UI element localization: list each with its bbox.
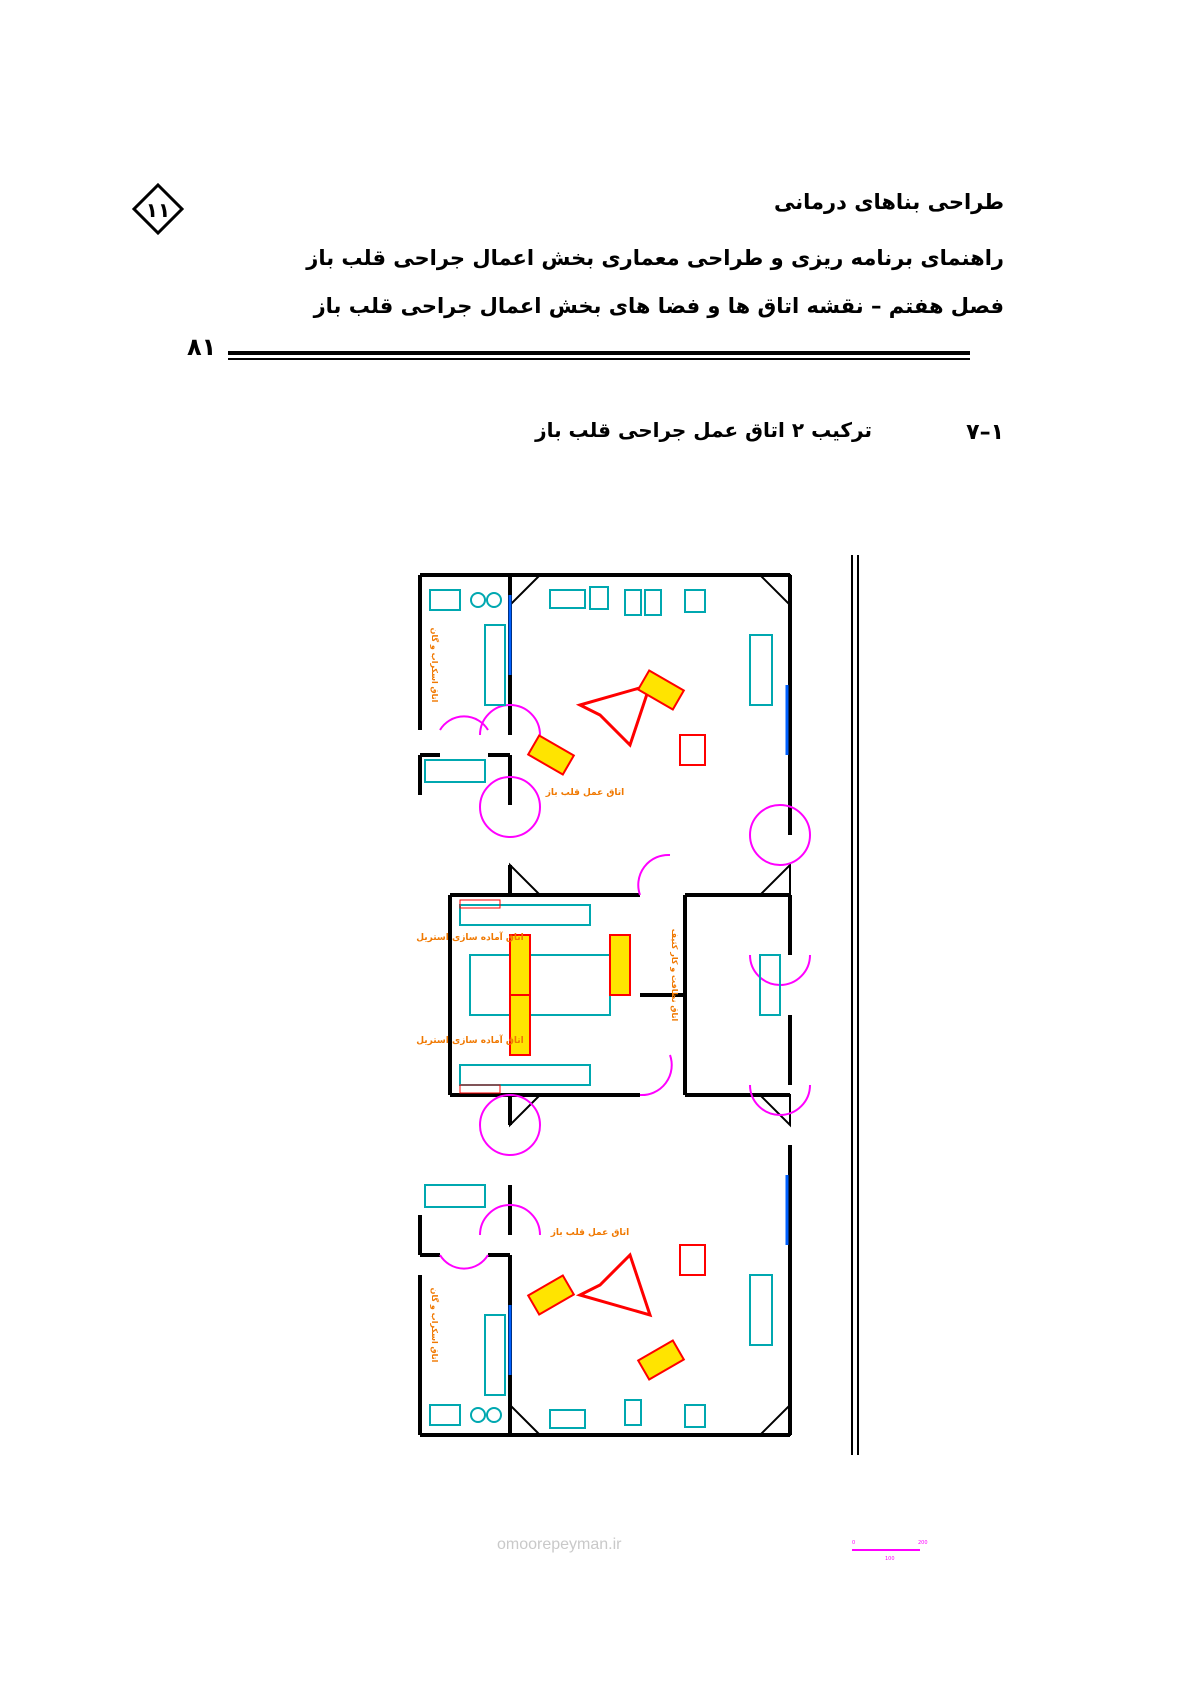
windows <box>510 595 787 1375</box>
section-number: ۱–۷ <box>966 420 1004 445</box>
scale-bar <box>850 1538 930 1562</box>
or-bottom-label: اتاق عمل قلب باز <box>550 1228 630 1238</box>
watermark-text: omoorepeyman.ir <box>497 1536 622 1553</box>
scrub-top-label: اتاق اسکراب و گان <box>430 627 439 703</box>
walls <box>420 575 790 1435</box>
diamond-badge-icon <box>132 183 184 235</box>
cleaning-room-label: اتاق نظافت و کار کثیف <box>670 928 679 1022</box>
scrub-bottom-label: اتاق اسکراب و گان <box>430 1287 439 1363</box>
header-rule-thin <box>228 358 970 360</box>
scale-label-100: 100 <box>885 1556 895 1562</box>
sterile-prep-top-label: اتاق آماده سازی استریل <box>416 933 524 943</box>
scale-label-0: 0 <box>852 1540 856 1546</box>
corridor-wall <box>852 555 858 1455</box>
sterile-prep-bottom-label: اتاق آماده سازی استریل <box>416 1036 524 1046</box>
series-title: طراحی بناهای درمانی <box>774 190 1004 214</box>
tables <box>510 670 684 1379</box>
scale-label-200: 200 <box>918 1540 928 1546</box>
header-rule <box>228 351 970 355</box>
subtitle: راهنمای برنامه ریزی و طراحی معماری بخش اعمال جراحی قلب باز <box>306 246 1004 270</box>
floor-plan <box>400 555 880 1455</box>
or-top-label: اتاق عمل قلب باز <box>545 788 625 798</box>
chapter-badge <box>132 183 184 239</box>
page-number: ۸۱ <box>187 333 217 361</box>
chapter-badge-number: ۱۱ <box>145 198 171 222</box>
chapter-title: فصل هفتم – نقشه اتاق ها و فضا های بخش اعمال جراحی قلب باز <box>313 294 1004 318</box>
section-title: ترکیب ۲ اتاق عمل جراحی قلب باز <box>535 418 872 442</box>
